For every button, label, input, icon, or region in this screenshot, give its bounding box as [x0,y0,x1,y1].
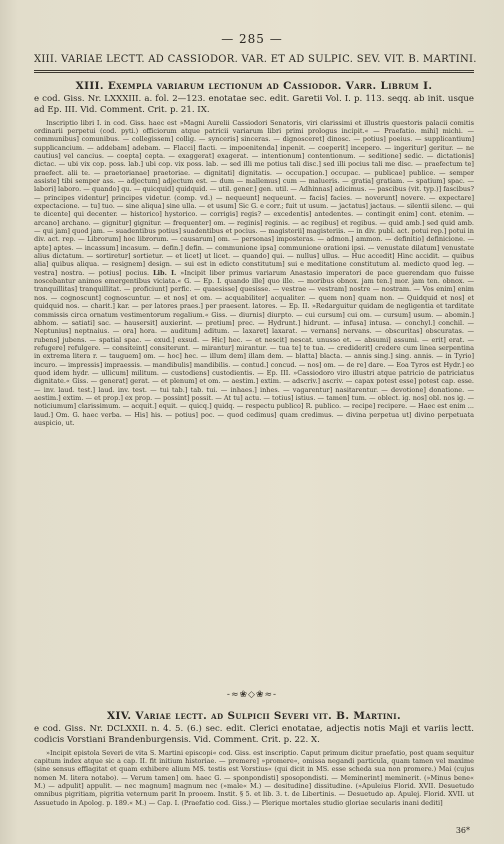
header-rule-top [34,70,474,71]
signature-mark: 36* [455,826,470,835]
section-xiv [34,710,474,834]
collation-paragraph: Inscriptio libri I. in cod. Giss. haec est »Magni Aurelii Cassiodori Senatoris, viri clarissimi et illustris questoris palacii comitis ordinarii perpetui (cod. pyti.) officiorum atque patricii variarum libri primi prologus incipit.« — Praefatio. mihi] michi. — communibus] comunibus. — collegissem] collig. — synceris] sinceras. — dignosceret] dinosc. — potius] poeius. — supplicantium] supplicancium. — addebam] adebam. — Flacci] flacti. — impoenitenda] inpenit. — coeperit] incepero. — ingeritur] geritur. — ne cautius] vel cancius. — coepta] cepta. — exaggerat] exagerat. — intentionum] contentionum. — seditione] sedic. — dictationis] dictac. — ubi vix cop. poss. lab.] ubi cop. vix poss. lab. — sed illi me potius tali disc.] sed illi pocius tali me disc. — praefectum te] praefect. alii te. — praetorianae] praetoriae. — dignitati] dignitatis. — occupation.] occupac. — publicae] publice. — semper assiste] tibi semper ass. — adjectum] adjectum est. — dum — mallemus] cum — malueris. — gratia] gratiam. — spatium] spac. — labori] laboro. — quando] qu. — quicquid] quidquid. — util. gener.] gen. util. — Adhinnas] adicimus. — pascibus (vit. typ.)] fascibus? — principes videntur] principes videtur. (comp. vd.) — nequeunt] nequeunt. — facis] facies. — noverunt] novere. — expectare] expectacione. — tu] tuo. — sine aliqua] sine ulla. — et usum] Sic G. e corr.; fuit ut usum. — jactatus] jactaus. — silentii silenc. — qui te dicente] qui decenter. — historico] hystorico. — corrigis] regis? — excedentis] antedentes. — contingit enim] cont. etenim. — arcano] archano. — gignitur] gignitur. — frequenter] om. — reginis] reginis. — ac regibus] et regibus. — quid amb.] sed quid amb. — qui jam] quod jam. — suadentibus potius] suadentibus et pocius. — magisterii] magisteriis. — in div. publ. act. potui rep.] potui in div. act. rep. — Librorum] hoc librorum. — causarum] om. — personas] imposteras. — admon.] ammon. — definitio] definicione. — apte] aptes. — incassum] incasum. — defin.] defin. — communione ipsa] communione orationi ipsi. — venustate dilatum] venustate alius dictatum. — sortiretur] sortietur. — et licet] ut licet. — quando] qui. — nullus] ullus. — Huc accedit] Hinc accidit. — quibus alia] quibus aliqua. — resignem] design. — sui est in edicto constitutum] sui e meditatione constitutum al. medicto quod leg. — vestra] nostra. — potius] pocius. [34,118,474,277]
section-xiii [34,80,474,675]
running-head: XIII. VARIAE LECTT. AD CASSIODOR. VAR. ET AD SULPIC. SEV. VIT. B. MARTINI. [34,54,477,65]
page-number: — 285 — [221,32,283,46]
collation-paragraph: »Incipit epistola Severi de vita S. Martini episcopi« cod. Giss. est inscriptio. Caput primum dicitur praefatio, post quam sequitur capitum index atque sic a cap. II. fit initium historiae. — premere] »promere«, omissa negandi particula, quam tamen vel maxime (sine sensus efflagitat et quam exhibere alium MS. testis est Vorstius« (qui dicit in MS. esse scheda sua non promere.) Mai (cujus nomen M. litera notabo). — Verum tamen] om. haec G. — sponpondisti] sposopondisti. — Meminerint] meminerit. (»Minus bene« M.) — adpulit] appulit. — nec magnum] magnum nec (»male« M.) — desitudine] dissitudine. (»Apuleius Florid. XVII. Desuetudo omnibus pigritiam, pigritia veternum parit In prooem. Instit. § 5. et lib. 3. t. de Libertinis. — Desuetudo ap. Apulej. Florid. XVII. ut Assuetudo in Apolog. p. 189.« M.) — Cap. I. (Praefatio cod. Giss.) — Plerique mortales studio gloriae secularis inani dediti] [34,748,474,807]
header-rule-bottom [34,72,474,73]
section-heading: XIV. Variae lectt. ad Sulpicii Severi vit. B. Martini. [106,710,401,722]
section-source-note: e cod. Giss. Nr. DCLXXII. n. 4. 5. (6.) sec. edit. Clerici enotatae, adjectis notis Maji et variis lectt. codicis Vorstiani Brandenburgensis. Vid. Comment. Crit. p. 22. X. [34,724,474,746]
section-heading: XIII. Exempla variarum lectionum ad Cassiodor. Varr. Librum I. [75,80,433,92]
section-source-note: e cod. Giss. Nr. LXXXIII. a. fol. 2—123. enotatae sec. edit. Garetii Vol. I. p. 113. seqq. ab init. usque ad Ep. III. Vid. Comment. Crit. p. 21. IX. [34,94,474,116]
section-divider-ornament: -≈❀◇❀≈- [226,690,278,700]
book-marker: Lib. I. [152,268,177,277]
collation-text [34,119,474,428]
collation-paragraph: »Incipit liber primus variarum Anastasio imperatori de pace guerendam quo fuisse noscebantur animos emergentibus viciata.« G. — Ep. I. quando ille] quo ille. — moribus obnox. jam ten.] mor. jam ten. obnox. — tranquillitas] tranquillitat. — proficiunt] perfic. — quaesisse] quesisse. — vestrae — vestram] nostre — nostram. — Vos enim] enim nos. — cognoscunt] cognoscuntur. — et nos] et om. — acquabiliter] acqualiter. — quem non] quam non. — Quidquid et nos] et quidquid nos. — charit.] kar. — per latores praes.] per praesent. latores. — Ep. II. »Redarguitur quidam de negligentia et tarditate commissis circa ornatum vestimentorum regalium.« Giss. — diurnis] diurpto. — cui cursum] cui om. — cursum] usum. — abomin.] abhom. — satiati] sac. — hausersit] auxierint. — pretium] prec. — Hydrunt.] hidrunt. — infusa] intusa. — conchyl.] conchil. — Neptunius] neptnaius. — ora] hora. — auditum] aditum. — laxaret] laxarat. — vernans] nervans. — obscuritas] obscuratas. — rubens] jubens. — spatial spac. — exud.] exsud. — Hic] hec. — et nescit] nescat. unusso et. — absumi] assumi. — erit] erat. — refugere] refulgere. — consiteint] consiterunt. — mirantur] mirantur. — tua te] te tua. — crediderit] credere cum linea serpentina in extrema litera r. — tauguem] om. — hoc] hec. — illum dem] illam dem. — blatta] blacta. — annis sing.] sing. annis. — in Tyrio] incuro. — impressis] impraessis. — mandibulis] mandibilis. — contud.] concud. — nos] om. — de re] dare. — Eoa Tyros est Hydr.] eo quod idem hydr. — ullicum] militum. — custodiens] custodientis. — Ep. III. »Cassiodoro viro illustri atque patricio de patriciatus dignitate.« Giss. — generat] gerat. — et plenum] et om. — aestim.] extim. — adscriv.] ascriv. — capax potest esse] potest cap. esse. — inv. laud. test.] laud. inv. test. — tui tab.] tab. tui. — inhaes.] inhes. — vagarentur] nasitarentur. — devotione] donatione. — aestim.] extim. — et prop.] ex prop. — possint] possit. — At tu] actu. — totius] istius. — tamen] tum. — oblect. ig. nos] obl. nos ig. — noticiumum] clarissimum. — acquit.] equit. — quicq.] quidq. — respectu publico] R. publico. — recipe] recipere. — Haec est enim ... laud.] Om. G. haec verba. — His] his. — potius] poc. — quod cedimus] quam credimus. — divina perpetua ut] divino perpetuata auspicio, ut. [34,268,474,427]
